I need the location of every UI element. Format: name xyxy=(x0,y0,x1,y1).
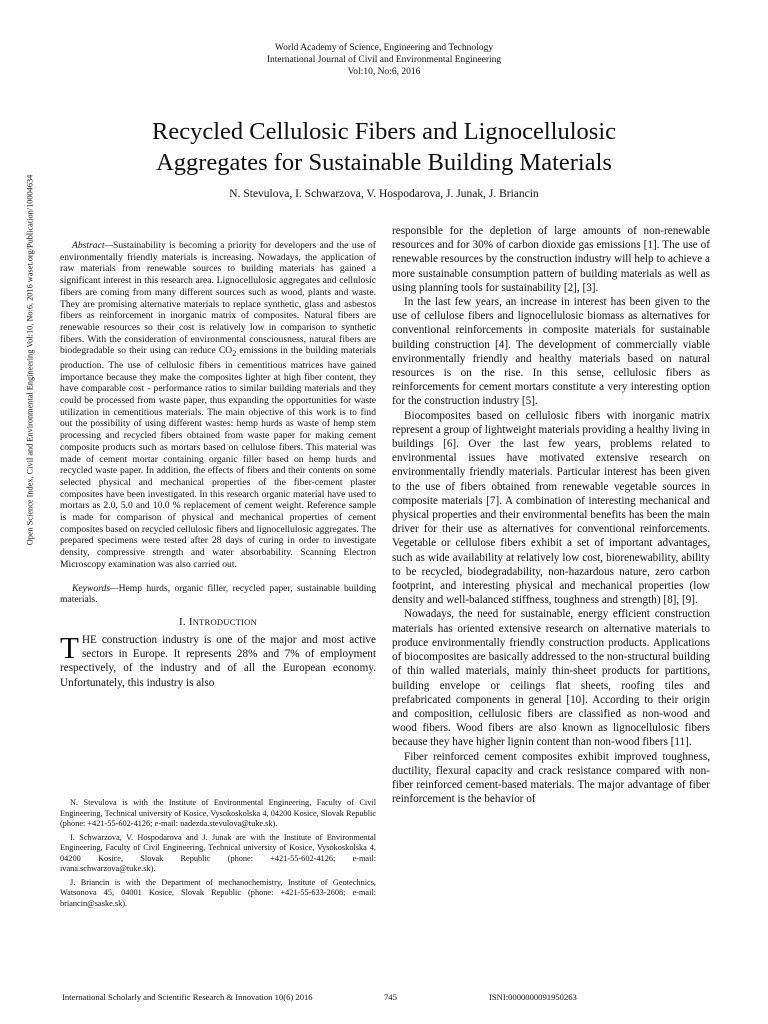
right-column xyxy=(392,224,710,806)
section-heading-introduction xyxy=(60,616,376,628)
abstract-text-2: emissions in the building materials production. The use of cellulosic fibers in cementitious matrices have gained importance because they make the composites lighter at high fiber content, they have comparable cost - performance ratios to similar building materials and they could be processed from waste paper, thus expanding the opportunities for waste utilization in cementitious materials. The main objective of this work is to find out the possibility of using different wastes: hemp hurds as waste of hemp stem processing and recycled fibers obtained from waste paper for making cement composite products such as mortars based on cellulose fibers. This material was made of cement mortar containing organic filler based on hemp hurds and recycled waste paper. In addition, the effects of fibers and their contents on some selected physical and mechanical properties of the fiber-cement plaster composites have been investigated. In this research organic material have used to mortars as 2.0, 5.0 and 10.0 % replacement of cement weight. Reference sample is made for comparison of physical and mechanical properties of cement composites based on recycled cellulosic fibers and lignocellulosic aggregates. The prepared specimens were tested after 28 days of curing in order to investigate density, compressive strength and water absorbability. Scanning Electron Microscopy examination was also carried out. xyxy=(60,345,376,570)
right-paragraph-3: Biocomposites based on cellulosic fibers with inorganic matrix represent a group of lightweight materials providing a healthy living in buildings [6]. Over the last few years, problems related to environmental issues have motivated extensive research on environmentally friendly materials. Particular interest has been given to the use of fibers obtained from renewable vegetable sources in composite materials [7]. A combination of interesting mechanical and physical properties and their environmental benefits has been the main driver for their use as alternatives for conventional reinforcements. Vegetable or cellulose fibers exhibit a set of important advantages, such as wide availability at relatively low cost, biorenewability, ability to be recycled, biodegradability, non-hazardous nature, zero carbon footprint, and interesting physical and mechanical properties (low density and well-balanced stiffness, toughness and strength) [8], [9]. xyxy=(392,409,710,607)
header-line-1: World Academy of Science, Engineering and Technology xyxy=(274,43,494,53)
footnote-briancin: J. Briancin is with the Department of mechanochemistry, Institute of Geotechnics, Watsonova 45, 04001 Kosice, Slovak Republic (phone: +421-55-633-2608; e-mail: briancin@saske.sk). xyxy=(60,877,376,908)
abstract-text-1: Sustainability is becoming a priority for developers and the use of environmentally friendly materials is increasing. Nowadays, the application of raw materials from renewable sources to building materials has gained a significant interest in this research area. Lignocellulosic aggregates and cellulosic fibers are coming from many different sources such as wood, plants and waste. They are promising alternative materials to replace synthetic, glass and asbestos fibers as reinforcement in inorganic matrix of composites. Natural fibers are renewable resources so their cost is relatively low in comparison to synthetic fibers. With the consideration of environmental consciousness, natural fibers are biodegradable so their using can reduce CO xyxy=(60,240,376,357)
author-list: N. Stevulova, I. Schwarzova, V. Hospodarova, J. Junak, J. Briancin xyxy=(229,188,539,200)
footer-page-number: 745 xyxy=(384,992,397,1002)
keywords-label: Keywords xyxy=(72,582,111,594)
header-line-3: Vol:10, No:6, 2016 xyxy=(347,67,421,77)
paper-title xyxy=(40,116,728,178)
section-numeral: I. xyxy=(179,616,189,628)
keywords-separator: — xyxy=(110,582,119,594)
keywords xyxy=(60,583,376,606)
abstract-separator: — xyxy=(104,240,114,251)
footer-isni: ISNI:0000000091950263 xyxy=(489,992,577,1002)
intro-paragraph xyxy=(60,630,376,690)
footnote-stevulova: N. Stevulova is with the Institute of Environmental Engineering, Faculty of Civil Engineering, Technical university of Kosice, Vysokoskolska 4, 04200 Kosice, Slovak Republic (phone: +421-55-602-4126; e-mail: nadezda.stevulova@tuke.sk). xyxy=(60,798,376,828)
footer-journal: International Scholarly and Scientific Research & Innovation 10(6) 2016 xyxy=(62,992,313,1002)
left-column xyxy=(60,240,376,690)
abstract-subscript: 2 xyxy=(232,349,237,359)
title-line-2: Aggregates for Sustainable Building Materials xyxy=(156,149,612,176)
abstract xyxy=(60,240,376,571)
section-title-cap: I xyxy=(188,616,193,628)
header-line-2: International Journal of Civil and Environmental Engineering xyxy=(266,55,502,65)
abstract-label: Abstract xyxy=(72,240,105,251)
footnote-schwarzova: I. Schwarzova, V. Hospodarova and J. Junak are with the Institute of Environmental Engineering, Faculty of Civil Engineering, Technical university of Kosice, Vysokoskolska 4, 04200 Kosice, Slovak Republic (phone: +421-55-602-4126; e-mail: ivana.schwarzova@tuke.sk). xyxy=(60,832,376,873)
sidebar-text: Open Science Index, Civil and Environmental Engineering Vol:10, No:6, 2016 waset.org/Publication/10004634 xyxy=(25,174,35,546)
title-line-1: Recycled Cellulosic Fibers and Lignocellulosic xyxy=(151,118,617,145)
drop-cap: T xyxy=(60,630,79,665)
intro-text: construction industry is one of the major and most active sectors in Europe. It represents 28% and 7% of employment respectively, of the industry and of all the European economy. Unfortunately, this industry is also xyxy=(60,634,376,689)
intro-caps: HE xyxy=(81,634,97,646)
journal-header xyxy=(0,42,768,78)
right-paragraph-4: Nowadays, the need for sustainable, energy efficient construction materials has oriented extensive research on alternative materials to produce environmentally friendly construction products. Applications of biocomposites are basically addressed to the non-structural building of thin walled materials, mainly thin-sheet products for partitions, building envelope or ceilings flat sheets, roofing tiles and prefabricated components in general [10]. According to their origin and composition, cellulosic fibers are classified as non-wood and wood fibers. Wood fibers are also known as lignocellulosic fibers because they have higher lignin content than non-wood fibers [11]. xyxy=(392,608,710,749)
author-footnotes xyxy=(60,798,376,912)
keywords-text: Hemp hurds, organic filler, recycled paper, sustainable building materials. xyxy=(60,582,376,606)
right-paragraph-2: In the last few years, an increase in interest has been given to the use of cellulose fibers and lignocellulosic biomass as alternatives for conventional reinforcements in composite materials for sustainable building construction [4]. The development of commercially viable environmentally friendly and healthy materials based on natural resources is on the rise. In this sense, cellulosic fibers as reinforcements for cement mortars constitute a very interesting option for the construction industry [5]. xyxy=(392,296,710,408)
right-paragraph-1: responsible for the depletion of large amounts of non-renewable resources and for 30% of carbon dioxide gas emissions [1]. The use of renewable resources by the construction industry will help to achieve a more sustainable consumption pattern of building materials as well as using planning tools for sustainability [2], [3]. xyxy=(392,225,710,294)
right-paragraph-5: Fiber reinforced cement composites exhibit improved toughness, ductility, flexural capacity and crack resistance compared with non-fiber reinforced cement-based materials. The major advantage of fiber reinforcement is the behavior of xyxy=(392,750,710,806)
section-title-smallcaps: NTRODUCTION xyxy=(192,617,257,627)
